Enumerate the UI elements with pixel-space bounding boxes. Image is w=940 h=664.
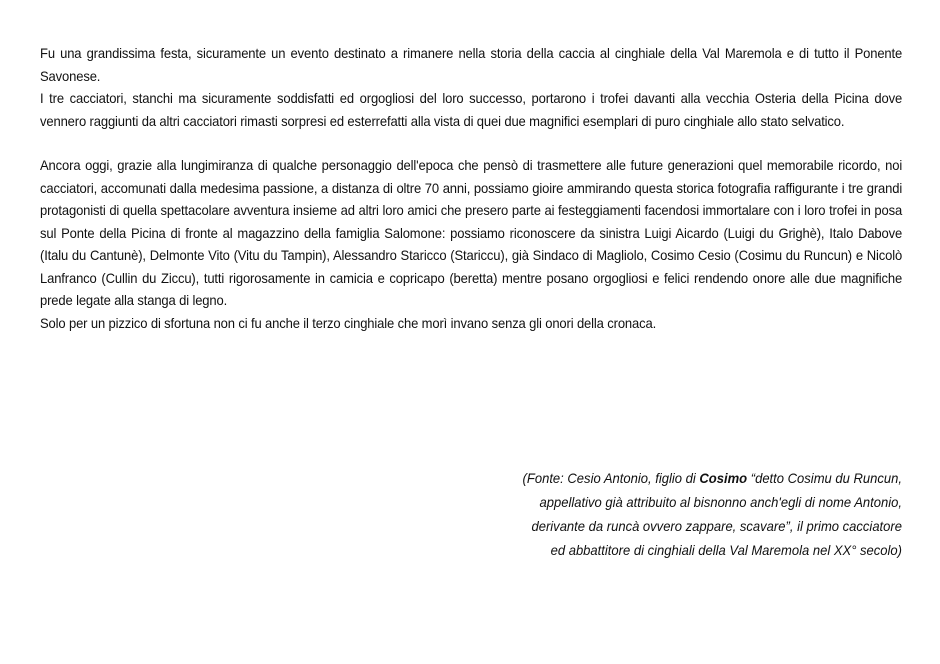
source-line-1-prefix: (Fonte: Cesio Antonio, figlio di [522,470,700,486]
source-line-4: ed abbattitore di cinghiali della Val Maremola nel XX° secolo) [550,542,902,558]
paragraph-hunters: I tre cacciatori, stanchi ma sicuramente soddisfatti ed orgogliosi del loro successo, portarono i trofei davanti alla vecchia Osteria della Picina dove vennero raggiunti da altri cacciatori rimasti sorpresi ed esterrefatti alla vista di quei due magnifici esemplari di puro cinghiale allo stato selvatico. [40,90,903,129]
source-line-1-suffix: “detto Cosimu du Runcun, [747,470,902,486]
source-name-bold: Cosimo [699,470,748,486]
source-line-2: appellativo già attribuito al bisnonno anch'egli di nome Antonio, [539,494,902,510]
source-line-1 [418,466,902,490]
source-line-3: derivante da runcà ovvero zappare, scavare”, il primo cacciatore [531,518,902,534]
paragraph-third-boar: Solo per un pizzico di sfortuna non ci fu anche il terzo cinghiale che morì invano senza gli onori della cronaca. [40,314,657,331]
paragraph-intro: Fu una grandissima festa, sicuramente un evento destinato a rimanere nella storia della caccia al cinghiale della Val Maremola e di tutto il Ponente Savonese. [40,45,903,84]
paragraph-spacer [40,132,902,154]
document-body [40,42,902,334]
paragraph-photo-description: Ancora oggi, grazie alla lungimiranza di qualche personaggio dell'epoca che pensò di trasmettere alle future generazioni quel memorabile ricordo, noi cacciatori, accomunati dalla medesima passione, a distanza di oltre 70 anni, possiamo gioire ammirando questa storica fotografia raffigurante i tre grandi protagonisti di quella spettacolare avventura insieme ad altri loro amici che presero parte ai festeggiamenti facendosi immortalare con i loro trofei in posa sul Ponte della Picina di fronte al magazzino della famiglia Salomone: possiamo riconoscere da sinistra Luigi Aicardo (Luigi du Grighè), Italo Dabove (Italu du Cantunè), Delmonte Vito (Vitu du Tampin), Alessandro Staricco (Stariccu), già Sindaco di Magliolo, Cosimo Cesio (Cosimu du Runcun) e Nicolò Lanfranco (Cullin du Ziccu), tutti rigorosamente in camicia e copricapo (beretta) mentre posano orgogliosi e felici rendendo onore alle due magnifiche prede legate alla stanga di legno. [40,157,903,308]
source-citation [418,466,902,562]
